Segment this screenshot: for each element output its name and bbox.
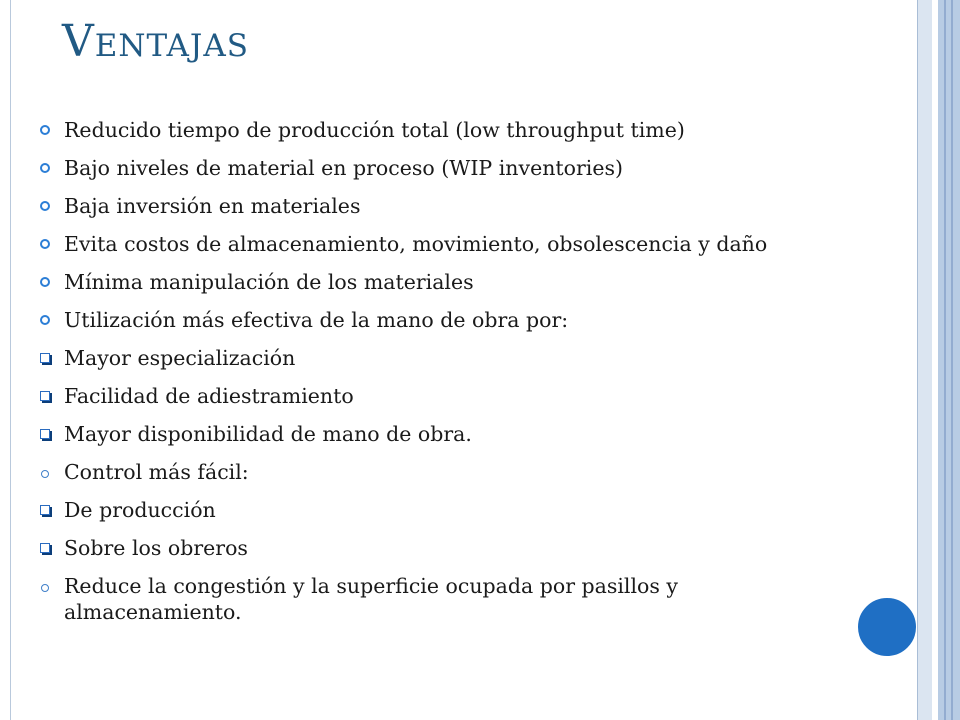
square-bullet-icon: [34, 535, 56, 561]
right-decorative-stripe: [917, 0, 932, 720]
bullet-text: Baja inversión en materiales: [64, 194, 361, 218]
right-decorative-line: [951, 0, 953, 720]
slide-title: Ventajas: [62, 16, 249, 67]
list-item: [34, 193, 824, 219]
bullet-text: Reduce la congestión y la superficie ocupada por pasillos y almacenamiento.: [64, 574, 679, 624]
list-item: [34, 497, 824, 523]
list-item: [34, 383, 824, 409]
decorative-circle-icon: [857, 597, 917, 657]
left-border-line: [10, 0, 11, 720]
right-decorative-band: [938, 0, 960, 720]
bullet-text: Mayor disponibilidad de mano de obra.: [64, 422, 472, 446]
circle-bullet-icon: [34, 117, 56, 143]
bullet-text: Utilización más efectiva de la mano de obra por:: [64, 308, 569, 332]
square-bullet-icon: [34, 421, 56, 447]
hollow-o-bullet-icon: [34, 459, 56, 485]
bullet-text: Sobre los obreros: [64, 536, 248, 560]
circle-bullet-icon: [34, 193, 56, 219]
right-decorative-line: [944, 0, 946, 720]
bullet-text: Facilidad de adiestramiento: [64, 384, 354, 408]
list-item: [34, 231, 824, 257]
list-item: [34, 459, 824, 485]
list-item: [34, 155, 824, 181]
bullet-text: De producción: [64, 498, 216, 522]
list-item: [34, 117, 824, 143]
bullet-text: Evita costos de almacenamiento, movimiento, obsolescencia y daño: [64, 232, 768, 256]
bullet-text: Control más fácil:: [64, 460, 249, 484]
circle-bullet-icon: [34, 155, 56, 181]
list-item: [34, 345, 824, 371]
list-item: [34, 573, 824, 625]
bullet-list: [34, 117, 824, 637]
hollow-o-bullet-icon: [34, 573, 56, 599]
circle-bullet-icon: [34, 231, 56, 257]
square-bullet-icon: [34, 383, 56, 409]
circle-bullet-icon: [34, 307, 56, 333]
bullet-text: Mayor especialización: [64, 346, 296, 370]
list-item: [34, 535, 824, 561]
bullet-text: Bajo niveles de material en proceso (WIP inventories): [64, 156, 623, 180]
circle-bullet-icon: [34, 269, 56, 295]
bullet-text: Reducido tiempo de producción total (low throughput time): [64, 118, 685, 142]
list-item: [34, 307, 824, 333]
list-item: [34, 421, 824, 447]
list-item: [34, 269, 824, 295]
square-bullet-icon: [34, 345, 56, 371]
square-bullet-icon: [34, 497, 56, 523]
bullet-text: Mínima manipulación de los materiales: [64, 270, 474, 294]
